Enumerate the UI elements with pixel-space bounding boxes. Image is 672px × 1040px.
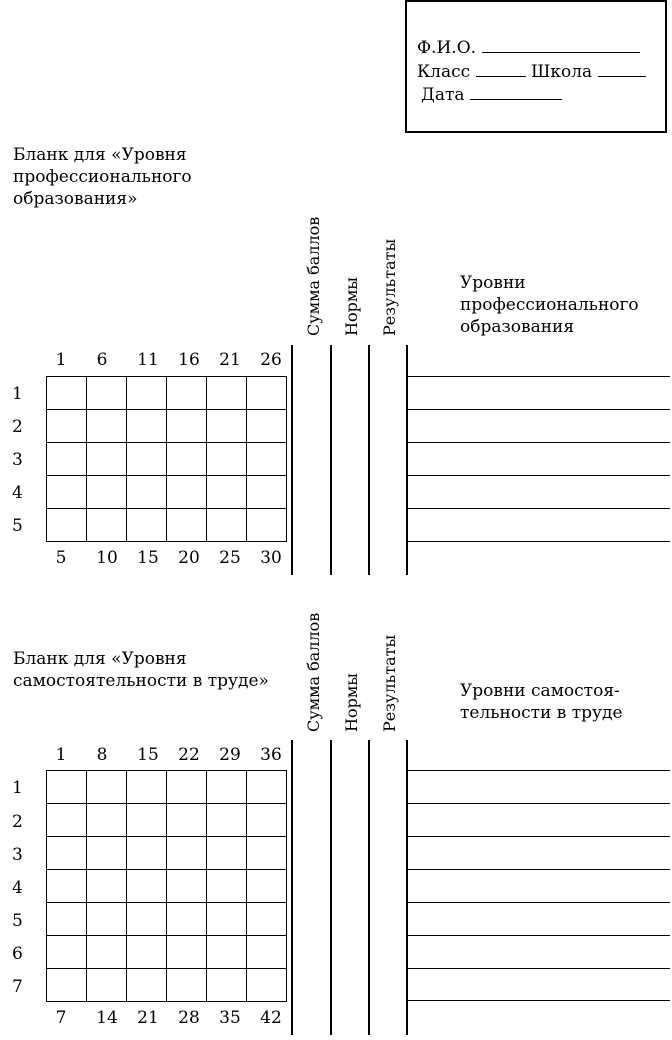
level-line[interactable] xyxy=(408,803,670,804)
section2-title-line: самостоятельности в труде» xyxy=(13,671,269,691)
answer-cell[interactable] xyxy=(87,771,127,804)
section1-row-number: 4 xyxy=(12,483,23,503)
divider-line xyxy=(330,740,332,1035)
section1-title-line: профессионального xyxy=(13,167,192,187)
answer-cell[interactable] xyxy=(87,969,127,1002)
section2-col-top-number: 15 xyxy=(137,745,159,765)
answer-cell[interactable] xyxy=(167,837,207,870)
answer-cell[interactable] xyxy=(247,509,287,542)
level-line[interactable] xyxy=(408,376,670,377)
answer-cell[interactable] xyxy=(47,509,87,542)
date-line xyxy=(421,85,562,105)
level-line[interactable] xyxy=(408,968,670,969)
section1-col-top-number: 21 xyxy=(219,350,241,370)
divider-line xyxy=(291,345,293,575)
level-line[interactable] xyxy=(408,409,670,410)
section2-row-number: 1 xyxy=(12,778,23,798)
section1-row-number: 3 xyxy=(12,450,23,470)
answer-cell[interactable] xyxy=(167,804,207,837)
answer-cell[interactable] xyxy=(207,936,247,969)
fio-label: Ф.И.О. xyxy=(417,38,477,58)
answer-cell[interactable] xyxy=(207,377,247,410)
answer-cell[interactable] xyxy=(87,476,127,509)
divider-line xyxy=(406,740,408,1035)
answer-cell[interactable] xyxy=(47,410,87,443)
answer-cell[interactable] xyxy=(207,870,247,903)
section2-row-number: 2 xyxy=(12,812,23,832)
class-school-line xyxy=(417,62,646,82)
section1-col-top-number: 16 xyxy=(178,350,200,370)
level-line[interactable] xyxy=(408,508,670,509)
section1-title-line: Бланк для «Уровня xyxy=(13,145,187,165)
answer-cell[interactable] xyxy=(127,936,167,969)
section2-levels-title xyxy=(460,680,623,724)
section2-col-bottom-number: 28 xyxy=(178,1008,200,1028)
answer-cell[interactable] xyxy=(167,903,207,936)
answer-cell[interactable] xyxy=(167,443,207,476)
answer-cell[interactable] xyxy=(127,837,167,870)
answer-cell[interactable] xyxy=(47,804,87,837)
section1-row-number: 5 xyxy=(12,516,23,536)
section1-sum-header: Сумма баллов xyxy=(304,216,323,336)
section2-sum-header: Сумма баллов xyxy=(304,612,323,732)
answer-cell[interactable] xyxy=(47,476,87,509)
answer-cell[interactable] xyxy=(207,443,247,476)
answer-cell[interactable] xyxy=(247,476,287,509)
section2-levels-line: тельности в труде xyxy=(460,703,623,723)
answer-cell[interactable] xyxy=(167,377,207,410)
answer-cell[interactable] xyxy=(47,377,87,410)
answer-cell[interactable] xyxy=(207,804,247,837)
answer-cell[interactable] xyxy=(47,870,87,903)
section2-title xyxy=(13,648,269,692)
answer-cell[interactable] xyxy=(127,870,167,903)
answer-cell[interactable] xyxy=(127,377,167,410)
answer-cell[interactable] xyxy=(247,936,287,969)
answer-cell[interactable] xyxy=(167,476,207,509)
section1-results-header: Результаты xyxy=(380,238,399,336)
answer-cell[interactable] xyxy=(247,771,287,804)
section2-col-top-number: 29 xyxy=(219,745,241,765)
section2-norms-header: Нормы xyxy=(342,672,361,732)
level-line[interactable] xyxy=(408,935,670,936)
section2-col-bottom-number: 14 xyxy=(96,1008,118,1028)
section1-row-number: 2 xyxy=(12,417,23,437)
section1-answer-grid xyxy=(46,376,287,542)
level-line[interactable] xyxy=(408,770,670,771)
section1-levels-line: профессионального xyxy=(460,295,639,315)
section1-col-bottom-number: 15 xyxy=(137,548,159,568)
answer-cell[interactable] xyxy=(207,969,247,1002)
answer-cell[interactable] xyxy=(167,509,207,542)
level-line[interactable] xyxy=(408,869,670,870)
section2-col-bottom-number: 7 xyxy=(55,1008,67,1028)
answer-cell[interactable] xyxy=(247,443,287,476)
answer-cell[interactable] xyxy=(167,969,207,1002)
answer-cell[interactable] xyxy=(87,377,127,410)
fio-line xyxy=(417,38,640,58)
date-field[interactable] xyxy=(470,85,562,100)
section2-col-bottom-number: 21 xyxy=(137,1008,159,1028)
answer-cell[interactable] xyxy=(87,837,127,870)
answer-cell[interactable] xyxy=(87,443,127,476)
answer-cell[interactable] xyxy=(47,936,87,969)
answer-cell[interactable] xyxy=(207,771,247,804)
answer-cell[interactable] xyxy=(247,903,287,936)
section2-levels-line: Уровни самостоя- xyxy=(460,681,620,701)
section1-norms-header: Нормы xyxy=(342,276,361,336)
answer-cell[interactable] xyxy=(127,509,167,542)
answer-cell[interactable] xyxy=(87,509,127,542)
answer-cell[interactable] xyxy=(87,936,127,969)
level-line[interactable] xyxy=(408,442,670,443)
divider-line xyxy=(368,740,370,1035)
divider-line xyxy=(291,740,293,1035)
section1-col-top-number: 26 xyxy=(260,350,282,370)
section2-col-top-number: 8 xyxy=(96,745,108,765)
level-line[interactable] xyxy=(408,541,670,542)
answer-cell[interactable] xyxy=(47,903,87,936)
answer-cell[interactable] xyxy=(247,377,287,410)
section2-row-number: 6 xyxy=(12,944,23,964)
section1-levels-title xyxy=(460,272,639,338)
section1-title-line: образования» xyxy=(13,189,138,209)
section1-col-bottom-number: 30 xyxy=(260,548,282,568)
answer-cell[interactable] xyxy=(87,804,127,837)
divider-line xyxy=(330,345,332,575)
section1-col-bottom-number: 5 xyxy=(55,548,67,568)
school-field[interactable] xyxy=(598,62,646,77)
section1-col-top-number: 1 xyxy=(55,350,67,370)
divider-line xyxy=(368,345,370,575)
answer-cell[interactable] xyxy=(247,837,287,870)
answer-cell[interactable] xyxy=(167,771,207,804)
answer-cell[interactable] xyxy=(127,771,167,804)
answer-cell[interactable] xyxy=(87,410,127,443)
section2-col-bottom-number: 42 xyxy=(260,1008,282,1028)
answer-cell[interactable] xyxy=(47,771,87,804)
answer-cell[interactable] xyxy=(207,476,247,509)
answer-cell[interactable] xyxy=(127,476,167,509)
level-line[interactable] xyxy=(408,1000,670,1001)
class-label: Класс xyxy=(417,62,471,82)
answer-cell[interactable] xyxy=(207,509,247,542)
section2-row-number: 4 xyxy=(12,878,23,898)
answer-cell[interactable] xyxy=(247,804,287,837)
answer-cell[interactable] xyxy=(207,903,247,936)
level-line[interactable] xyxy=(408,475,670,476)
answer-cell[interactable] xyxy=(127,410,167,443)
section2-col-top-number: 1 xyxy=(55,745,67,765)
section2-col-bottom-number: 35 xyxy=(219,1008,241,1028)
section1-row-number: 1 xyxy=(12,384,23,404)
section1-col-bottom-number: 20 xyxy=(178,548,200,568)
answer-cell[interactable] xyxy=(167,410,207,443)
section1-levels-line: образования xyxy=(460,317,575,337)
section2-row-number: 7 xyxy=(12,977,23,997)
class-field[interactable] xyxy=(476,62,526,77)
section2-title-line: Бланк для «Уровня xyxy=(13,649,187,669)
section1-title xyxy=(13,144,192,210)
school-label: Школа xyxy=(530,62,593,82)
date-label: Дата xyxy=(421,85,465,105)
section1-col-top-number: 11 xyxy=(137,350,159,370)
answer-cell[interactable] xyxy=(167,870,207,903)
student-info-box xyxy=(405,0,667,133)
level-line[interactable] xyxy=(408,902,670,903)
section1-col-bottom-number: 10 xyxy=(96,548,118,568)
level-line[interactable] xyxy=(408,836,670,837)
answer-cell[interactable] xyxy=(87,903,127,936)
answer-cell[interactable] xyxy=(127,903,167,936)
answer-cell[interactable] xyxy=(247,870,287,903)
section2-results-header: Результаты xyxy=(380,634,399,732)
answer-cell[interactable] xyxy=(47,443,87,476)
section1-col-top-number: 6 xyxy=(96,350,108,370)
section2-answer-grid xyxy=(46,770,287,1002)
answer-cell[interactable] xyxy=(247,969,287,1002)
section1-col-bottom-number: 25 xyxy=(219,548,241,568)
answer-cell[interactable] xyxy=(87,870,127,903)
section2-row-number: 5 xyxy=(12,911,23,931)
section2-col-top-number: 22 xyxy=(178,745,200,765)
answer-cell[interactable] xyxy=(207,410,247,443)
answer-cell[interactable] xyxy=(247,410,287,443)
section2-row-number: 3 xyxy=(12,845,23,865)
answer-cell[interactable] xyxy=(47,969,87,1002)
section1-levels-line: Уровни xyxy=(460,273,526,293)
answer-cell[interactable] xyxy=(47,837,87,870)
answer-cell[interactable] xyxy=(127,443,167,476)
answer-cell[interactable] xyxy=(127,804,167,837)
fio-field[interactable] xyxy=(482,38,640,53)
section2-col-top-number: 36 xyxy=(260,745,282,765)
answer-cell[interactable] xyxy=(207,837,247,870)
answer-cell[interactable] xyxy=(127,969,167,1002)
answer-cell[interactable] xyxy=(167,936,207,969)
